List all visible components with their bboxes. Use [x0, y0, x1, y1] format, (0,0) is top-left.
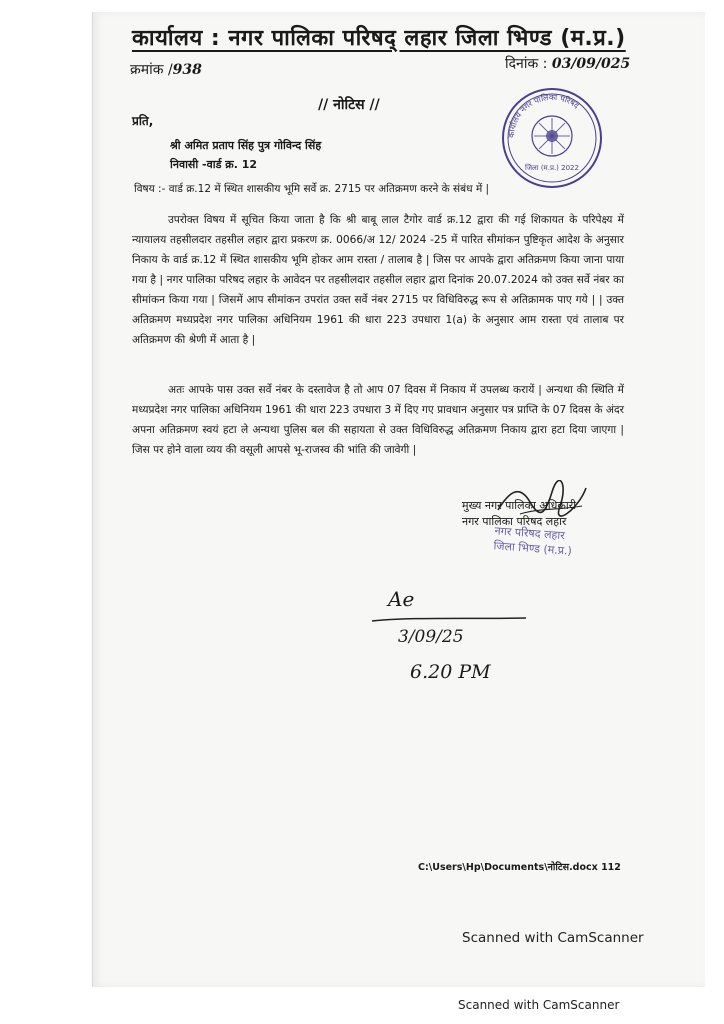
ack-underline [370, 615, 530, 625]
receipt-acknowledgement [370, 585, 530, 695]
notice-heading: // नोटिस // [318, 97, 380, 113]
camscanner-watermark-outer: Scanned with CamScanner [458, 998, 620, 1012]
ack-time: 6.20 PM [410, 661, 491, 683]
designation-office: नगर पालिका परिषद लहार [462, 515, 567, 528]
office-stamp [493, 523, 573, 558]
recipient-residence: निवासी -वार्ड क्र. 12 [170, 158, 258, 171]
stamp-line-2: जिला भिण्ड (म.प्र.) [493, 539, 573, 558]
seal-graphic [500, 86, 604, 190]
recipient-address [170, 136, 321, 174]
office-seal [500, 86, 604, 190]
stamp-line-1: नगर परिषद लहार [494, 524, 566, 543]
date-label: दिनांक : [505, 56, 548, 72]
body-paragraph-2: अतः आपके पास उक्त सर्वे नंबर के दस्तावेज है तो आप 07 दिवस में निकाय में उपलब्ध करायें | अन्यथा की स्थिति में मध्यप्रदेश नगर पालिका अधिनियम 1961 की धारा 223 उपधारा 3 में दिए गए प्रावधान अनुसार पत्र प्राप्ति के 07 दिवस के अंदर अपना अतिक्रमण स्वयं हटा ले अन्यथा पुलिस बल की सहायता से उक्त विधिविरुद्ध अतिक्रमण निकाय द्वारा हटा दिया जाएगा | जिस पर होने वाला व्यय की वसूली आपसे भू-राजस्व की भांति की जावेगी | [132, 384, 624, 456]
reference-label: क्रमांक / [130, 62, 173, 78]
camscanner-watermark-inner: Scanned with CamScanner [462, 930, 644, 946]
office-title: कार्यालय : नगर पालिका परिषद् लहार जिला भिण्ड (म.प्र.) [132, 26, 626, 51]
svg-text:कार्यालय नगर पालिका परिषद [507, 92, 581, 138]
subject-line: विषय :- वार्ड क्र.12 में स्थित शासकीय भूमि सर्वे क्र. 2715 पर अतिक्रमण करने के संबंध में | [134, 183, 490, 195]
ack-initials: Ae [388, 587, 415, 611]
recipient-name: श्री अमित प्रताप सिंह पुत्र गोविन्द सिंह [170, 139, 322, 152]
ack-date: 3/09/25 [398, 627, 464, 647]
date-value: 03/09/025 [551, 56, 631, 72]
issue-date [505, 54, 630, 73]
reference-number [130, 60, 202, 79]
file-path-footer: C:\Users\Hp\Documents\नोटिस.docx 112 [418, 862, 621, 873]
body-paragraph-1: उपरोक्त विषय में सूचित किया जाता है कि श्री बाबू लाल टैगोर वार्ड क्र.12 द्वारा की गई शिकायत के परिपेक्ष्य में न्यायालय तहसीलदार तहसील लहार द्वारा प्रकरण क्र. 0066/अ 12/ 2024 -25 में पारित सीमांकन पुष्टिकृत आदेश के अनुसार निकाय के वार्ड क्र.12 में स्थित शासकीय भूमि होकर आम रास्ता / तालाब है | जिस पर आपके द्वारा अतिक्रमण किया जाना पाया गया है | नगर पालिका परिषद लहार के आवेदन पर तहसीलदार तहसील लहार द्वारा दिनांक 20.07.2024 को उक्त सर्वे नंबर का सीमांकन किया गया | जिसमें आप सीमांकन उपरांत उक्त सर्वे नंबर 2715 पर विधिविरुद्ध रूप से अतिक्रामक पाए गये | | उक्त अतिक्रमण मध्यप्रदेश नगर पालिका अधिनियम 1961 की धारा 223 उपधारा 1(a) के अनुसार आम रास्ता एवं तालाब पर अतिक्रमण की श्रेणी में आता है | [132, 214, 624, 346]
seal-text: कार्यालय नगर पालिका परिषद [506, 92, 581, 139]
seal-bottom-text: जिला (म.प्र.) 2022 [525, 164, 579, 172]
reference-value: 938 [172, 62, 202, 78]
designation-title: मुख्य नगर पालिका अधिकारी [462, 499, 577, 512]
recipient-prefix: प्रति, [132, 114, 154, 128]
